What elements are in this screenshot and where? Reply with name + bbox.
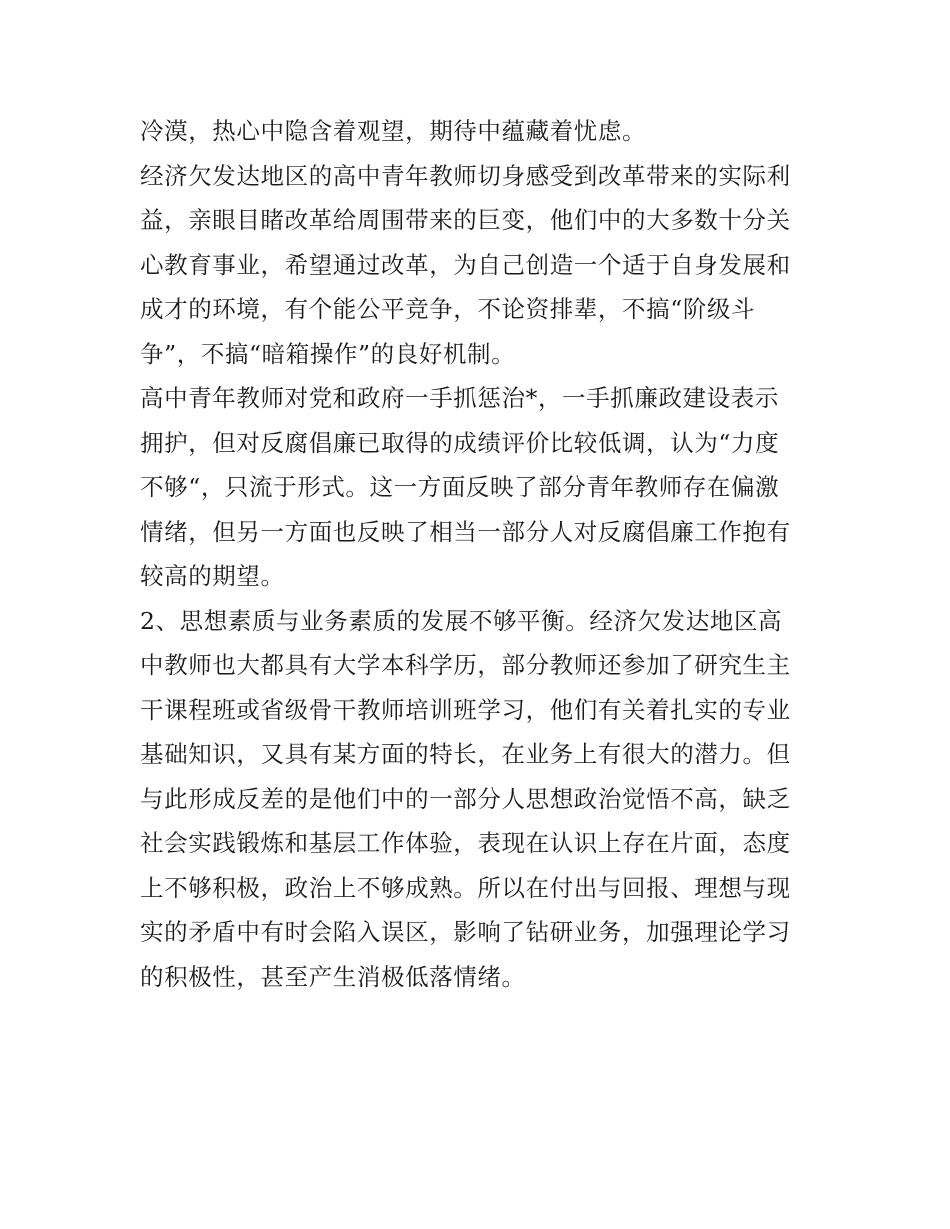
text-line: 益，亲眼目睹改革给周围带来的巨变，他们中的大多数十分关 (140, 206, 791, 234)
text-line: 冷漠，热心中隐含着观望，期待中蕴藏着忧虑。 (140, 117, 647, 145)
text-line: 争”，不搞“暗箱操作”的良好机制。 (140, 339, 516, 368)
text-line: 经济欠发达地区的高中青年教师切身感受到改革带来的实际利 (140, 161, 791, 190)
text-line: 中教师也大都具有大学本科学历，部分教师还参加了研究生主 (140, 651, 791, 679)
text-line: 干课程班或省级骨干教师培训班学习，他们有关着扎实的专业 (140, 695, 791, 724)
text-line: 情绪，但另一方面也反映了相当一部分人对反腐倡廉工作抱有 (140, 517, 791, 546)
text-line: 的积极性，甚至产生消极低落情绪。 (140, 962, 526, 991)
text-line: 不够“，只流于形式。这一方面反映了部分青年教师存在偏激 (140, 473, 780, 501)
text-line: 2、思想素质与业务素质的发展不够平衡。经济欠发达地区高 (140, 606, 783, 635)
text-line: 社会实践锻炼和基层工作体验，表现在认识上存在片面，态度 (140, 829, 791, 857)
text-line: 成才的环境，有个能公平竞争，不论资排辈，不搞“阶级斗 (140, 295, 756, 323)
text-line: 上不够积极，政治上不够成熟。所以在付出与回报、理想与现 (140, 873, 791, 902)
text-line: 实的矛盾中有时会陷入误区，影响了钻研业务，加强理论学习 (140, 918, 791, 946)
text-line: 与此形成反差的是他们中的一部分人思想政治觉悟不高，缺乏 (140, 784, 791, 813)
text-line: 心教育事业，希望通过改革，为自己创造一个适于自身发展和 (140, 250, 791, 279)
text-line: 拥护，但对反腐倡廉已取得的成绩评价比较低调，认为“力度 (140, 428, 780, 457)
text-line: 较高的期望。 (140, 562, 285, 590)
document-body (140, 109, 820, 999)
text-line: 高中青年教师对党和政府一手抓惩治*，一手抓廉政建设表示 (140, 384, 779, 412)
text-line: 基础知识，又具有某方面的特长，在业务上有很大的潜力。但 (140, 740, 791, 768)
